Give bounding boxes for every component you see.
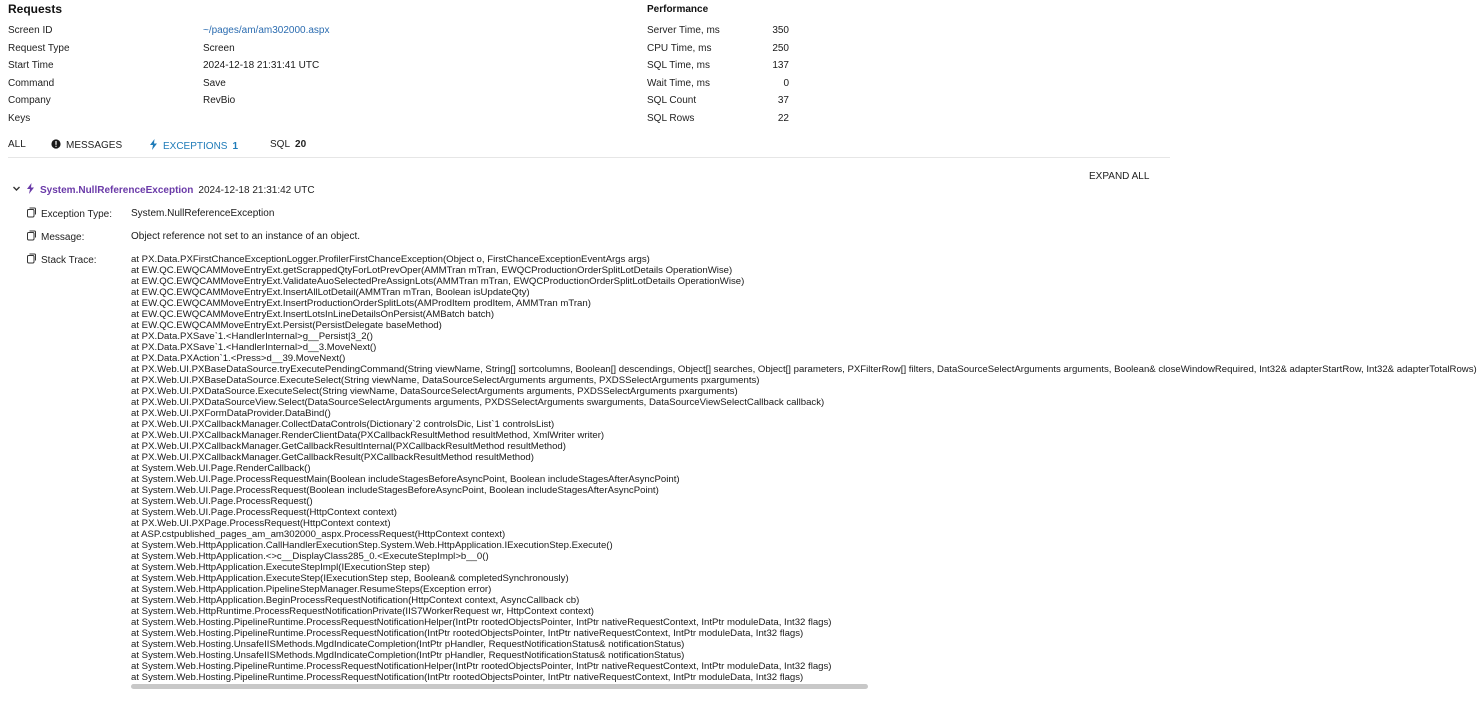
command-label: Command xyxy=(8,78,55,89)
tab-all-label: ALL xyxy=(8,139,26,150)
lightning-icon xyxy=(149,139,158,153)
request-type-value: Screen xyxy=(203,43,235,54)
stack-line: at PX.Web.UI.PXCallbackManager.CollectDataControls(Dictionary`2 controlsDic, List`1 controlsList) xyxy=(131,419,555,430)
horizontal-scrollbar[interactable] xyxy=(131,684,868,689)
exception-type-label: Exception Type: xyxy=(41,208,112,220)
stack-line: at System.Web.UI.Page.ProcessRequest() xyxy=(131,496,313,507)
stack-line: at PX.Web.UI.PXBaseDataSource.tryExecutePendingCommand(String viewName, String[] sortcolumns, Boolean[] descendings, Object[] searches, Object[] parameters, PXFilterRow[] filters, DataSourceSelectArguments arguments, Boolean& closeWindowRequired, Int32& adapterStartRow, Int32& adapterTotalRows) xyxy=(131,364,1477,375)
message-value: Object reference not set to an instance of an object. xyxy=(131,231,361,242)
cpu-time-label: CPU Time, ms xyxy=(647,43,712,54)
stack-trace-content[interactable] xyxy=(131,254,1477,686)
stack-line: at PX.Web.UI.PXFormDataProvider.DataBind() xyxy=(131,408,331,419)
stack-line: at System.Web.HttpApplication.BeginProcessRequestNotification(HttpContext context, AsyncCallback cb) xyxy=(131,595,580,606)
exception-time: 2024-12-18 21:31:42 UTC xyxy=(198,184,315,196)
stack-line: at System.Web.UI.Page.RenderCallback() xyxy=(131,463,311,474)
stack-line: at EW.QC.EWQCAMMoveEntryExt.InsertProductionOrderSplitLots(AMProdItem prodItem, AMMTran mTran) xyxy=(131,298,591,309)
tab-sql-count: 20 xyxy=(295,139,307,150)
tab-messages-label: MESSAGES xyxy=(66,140,123,151)
tab-exceptions-count: 1 xyxy=(232,140,239,152)
keys-label: Keys xyxy=(8,113,31,124)
stack-line: at ASP.cstpublished_pages_am_am302000_aspx.ProcessRequest(HttpContext context) xyxy=(131,529,506,540)
sql-time-value: 137 xyxy=(772,60,789,71)
stack-line: at EW.QC.EWQCAMMoveEntryExt.Persist(PersistDelegate baseMethod) xyxy=(131,320,442,331)
stack-line: at System.Web.HttpApplication.CallHandlerExecutionStep.System.Web.HttpApplication.IExecutionStep.Execute() xyxy=(131,540,613,551)
stack-line: at PX.Data.PXFirstChanceExceptionLogger.ProfilerFirstChanceException(Object o, FirstChanceExceptionEventArgs args) xyxy=(131,254,650,265)
stack-line: at PX.Web.UI.PXCallbackManager.GetCallbackResultInternal(PXCallbackResultMethod resultMethod) xyxy=(131,441,566,452)
chevron-down-icon[interactable] xyxy=(12,184,21,196)
sql-count-label: SQL Count xyxy=(647,95,697,106)
expand-all-button[interactable]: EXPAND ALL xyxy=(1089,171,1150,182)
stack-line: at PX.Web.UI.PXDataSource.ExecuteSelect(String viewName, DataSourceSelectArguments arguments, PXDSSelectArguments pxarguments) xyxy=(131,386,738,397)
stack-line: at System.Web.HttpApplication.PipelineStepManager.ResumeSteps(Exception error) xyxy=(131,584,492,595)
stack-line: at EW.QC.EWQCAMMoveEntryExt.getScrappedQtyForLotPrevOper(AMMTran mTran, EWQCProductionOrderSplitLotDetails OperationWise) xyxy=(131,265,733,276)
tab-sql-label: SQL xyxy=(270,139,291,150)
stack-line: at PX.Web.UI.PXDataSourceView.Select(DataSourceSelectArguments arguments, PXDSSelectArguments swarguments, DataSourceViewSelectCallback callback) xyxy=(131,397,825,408)
copy-icon[interactable] xyxy=(26,230,37,244)
stack-line: at System.Web.Hosting.UnsafeIISMethods.MgdIndicateCompletion(IntPtr pHandler, RequestNotificationStatus& notificationStatus) xyxy=(131,639,685,650)
stack-line: at PX.Data.PXAction`1.<Press>d__39.MoveNext() xyxy=(131,353,346,364)
stack-line: at System.Web.Hosting.PipelineRuntime.ProcessRequestNotificationHelper(IntPtr rootedObjectsPointer, IntPtr nativeRequestContext, IntPtr moduleData, Int32 flags) xyxy=(131,617,832,628)
screen-id-link[interactable]: ~/pages/am/am302000.aspx xyxy=(203,25,330,36)
cpu-time-value: 250 xyxy=(772,43,789,54)
message-label: Message: xyxy=(41,231,85,243)
stack-line: at System.Web.HttpApplication.ExecuteStepImpl(IExecutionStep step) xyxy=(131,562,430,573)
stack-line: at System.Web.Hosting.UnsafeIISMethods.MgdIndicateCompletion(IntPtr pHandler, RequestNotificationStatus& notificationStatus) xyxy=(131,650,685,661)
tab-sql[interactable] xyxy=(270,139,306,150)
stack-line: at PX.Data.PXSave`1.<HandlerInternal>d__3.MoveNext() xyxy=(131,342,377,353)
copy-icon[interactable] xyxy=(26,207,37,221)
stack-line: at PX.Web.UI.PXPage.ProcessRequest(HttpContext context) xyxy=(131,518,391,529)
wait-time-value: 0 xyxy=(783,78,789,89)
exception-type-value: System.NullReferenceException xyxy=(131,208,275,219)
sql-count-value: 37 xyxy=(777,95,789,106)
sql-time-label: SQL Time, ms xyxy=(647,60,710,71)
exception-name[interactable]: System.NullReferenceException xyxy=(40,184,194,196)
stack-line: at PX.Web.UI.PXCallbackManager.GetCallbackResult(PXCallbackResultMethod resultMethod) xyxy=(131,452,534,463)
stack-line: at System.Web.HttpApplication.<>c__DisplayClass285_0.<ExecuteStepImpl>b__0() xyxy=(131,551,489,562)
requests-title: Requests xyxy=(8,2,63,16)
stack-line: at System.Web.Hosting.PipelineRuntime.ProcessRequestNotificationHelper(IntPtr rootedObjectsPointer, IntPtr nativeRequestContext, IntPtr moduleData, Int32 flags) xyxy=(131,661,832,672)
screen-id-label: Screen ID xyxy=(8,25,53,36)
server-time-label: Server Time, ms xyxy=(647,25,720,36)
stack-line: at PX.Web.UI.PXBaseDataSource.ExecuteSelect(String viewName, DataSourceSelectArguments arguments, PXDSSelectArguments pxarguments) xyxy=(131,375,760,386)
stack-line: at System.Web.UI.Page.ProcessRequest(Boolean includeStagesBeforeAsyncPoint, Boolean includeStagesAfterAsyncPoint) xyxy=(131,485,659,496)
stack-line: at System.Web.UI.Page.ProcessRequest(HttpContext context) xyxy=(131,507,397,518)
stack-line: at System.Web.Hosting.PipelineRuntime.ProcessRequestNotification(IntPtr rootedObjectsPointer, IntPtr nativeRequestContext, IntPtr moduleData, Int32 flags) xyxy=(131,672,804,683)
stack-line: at EW.QC.EWQCAMMoveEntryExt.InsertLotsInLineDetailsOnPersist(AMBatch batch) xyxy=(131,309,495,320)
stack-line: at PX.Data.PXSave`1.<HandlerInternal>g__Persist|3_2() xyxy=(131,331,373,342)
performance-title: Performance xyxy=(647,4,709,15)
company-value: RevBio xyxy=(203,95,236,106)
wait-time-label: Wait Time, ms xyxy=(647,78,710,89)
stack-line: at System.Web.HttpApplication.ExecuteStep(IExecutionStep step, Boolean& completedSynchronously) xyxy=(131,573,569,584)
command-value: Save xyxy=(203,78,226,89)
exception-header[interactable] xyxy=(12,183,315,197)
message-row xyxy=(26,230,84,244)
tab-exceptions[interactable] xyxy=(149,139,238,153)
request-type-label: Request Type xyxy=(8,43,70,54)
stack-trace-row xyxy=(26,253,97,267)
copy-icon[interactable] xyxy=(26,253,37,267)
sql-rows-label: SQL Rows xyxy=(647,113,695,124)
stack-trace-label: Stack Trace: xyxy=(41,254,97,266)
server-time-value: 350 xyxy=(772,25,789,36)
start-time-value: 2024-12-18 21:31:41 UTC xyxy=(203,60,320,71)
exception-type-row xyxy=(26,207,112,221)
lightning-icon xyxy=(26,183,35,197)
tab-exceptions-label: EXCEPTIONS xyxy=(163,140,228,152)
stack-line: at PX.Web.UI.PXCallbackManager.RenderClientData(PXCallbackResultMethod resultMethod, XmlWriter writer) xyxy=(131,430,605,441)
stack-line: at System.Web.Hosting.PipelineRuntime.ProcessRequestNotification(IntPtr rootedObjectsPointer, IntPtr nativeRequestContext, IntPtr moduleData, Int32 flags) xyxy=(131,628,804,639)
stack-line: at EW.QC.EWQCAMMoveEntryExt.InsertAllLotDetail(AMMTran mTran, Boolean isUpdateQty) xyxy=(131,287,530,298)
tab-all[interactable] xyxy=(8,139,26,150)
sql-rows-value: 22 xyxy=(777,113,789,124)
stack-line: at System.Web.UI.Page.ProcessRequestMain(Boolean includeStagesBeforeAsyncPoint, Boolean includeStagesAfterAsyncPoint) xyxy=(131,474,680,485)
tabs-divider xyxy=(8,157,1170,158)
company-label: Company xyxy=(8,95,51,106)
alert-circle-icon xyxy=(51,139,61,152)
start-time-label: Start Time xyxy=(8,60,54,71)
tab-messages[interactable] xyxy=(51,139,122,152)
stack-line: at System.Web.HttpRuntime.ProcessRequestNotificationPrivate(IIS7WorkerRequest wr, HttpContext context) xyxy=(131,606,594,617)
stack-line: at EW.QC.EWQCAMMoveEntryExt.ValidateAuoSelectedPreAssignLots(AMMTran mTran, EWQCProductionOrderSplitLotDetails OperationWise) xyxy=(131,276,745,287)
